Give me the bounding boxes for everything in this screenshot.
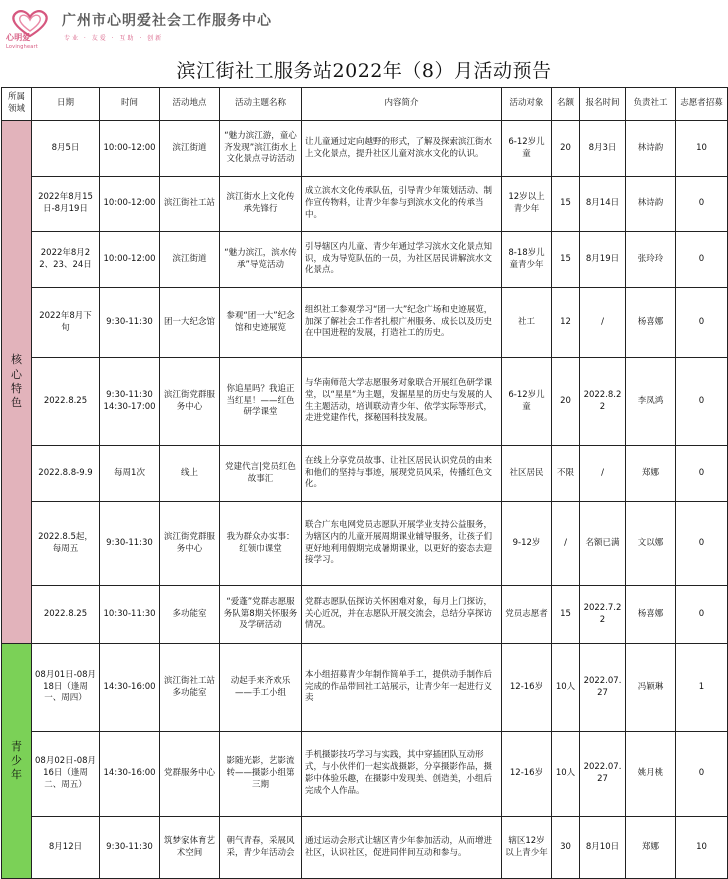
column-header: 志愿者招募 — [676, 88, 728, 121]
signup-cell: 2022.07.27 — [580, 644, 626, 732]
time-cell: 14:30-16:00 — [100, 732, 160, 817]
location-cell: 滨江街党群服务中心 — [160, 358, 220, 446]
signup-cell: 2022.07.27 — [580, 732, 626, 817]
page-header — [0, 0, 728, 52]
quota-cell: 20 — [552, 358, 580, 446]
org-slogan: 专业 · 友爱 · 互助 · 创新 — [64, 35, 164, 42]
theme-cell: 朝气青春，采展风采，青少年活动会 — [220, 817, 302, 879]
worker-cell: 张玲玲 — [626, 232, 676, 288]
quota-cell: 15 — [552, 177, 580, 232]
date-cell: 2022年8月22、23、24日 — [32, 232, 100, 288]
table-row — [2, 121, 728, 177]
time-cell: 每周1次 — [100, 446, 160, 502]
volunteer-cell: 0 — [676, 586, 728, 644]
content-cell: 让儿童通过定向越野的形式，了解及探索滨江街水上文化景点，提升社区儿童对滨水文化的认识。 — [302, 121, 502, 177]
time-cell: 10:00-12:00 — [100, 177, 160, 232]
quota-cell: 10人 — [552, 644, 580, 732]
date-cell: 08月01日-08月18日（逢周一、周四） — [32, 644, 100, 732]
column-header: 日期 — [32, 88, 100, 121]
location-cell: 滨江街道 — [160, 232, 220, 288]
target-cell: 社区居民 — [502, 446, 552, 502]
target-cell: 8-18岁儿童青少年 — [502, 232, 552, 288]
table-header-row — [2, 88, 728, 121]
time-cell: 10:00-12:00 — [100, 121, 160, 177]
content-cell: 组织社工参观学习“团一大”纪念广场和史迹展览，加深了解社会工作者扎根广州服务、成长以及历史在中国进程的发展，打造社工的历史。 — [302, 288, 502, 358]
table-row — [2, 817, 728, 879]
signup-cell: 8月3日 — [580, 121, 626, 177]
table-row — [2, 358, 728, 446]
signup-cell: 8月10日 — [580, 817, 626, 879]
time-cell: 14:30-16:00 — [100, 644, 160, 732]
date-cell: 8月12日 — [32, 817, 100, 879]
signup-cell: 2022.7.22 — [580, 586, 626, 644]
theme-cell: 党建代言|党员红色故事汇 — [220, 446, 302, 502]
column-header: 报名时间 — [580, 88, 626, 121]
page-title: 滨江街社工服务站2022年（8）月活动预告 — [176, 60, 552, 82]
worker-cell: 姚月桃 — [626, 732, 676, 817]
target-cell: 党员志愿者 — [502, 586, 552, 644]
worker-cell: 冯颖琳 — [626, 644, 676, 732]
target-cell: 社工 — [502, 288, 552, 358]
volunteer-cell: 10 — [676, 817, 728, 879]
location-cell: 滨江街道 — [160, 121, 220, 177]
column-header: 活动地点 — [160, 88, 220, 121]
theme-cell: 参观“团一大”纪念馆和史迹展览 — [220, 288, 302, 358]
column-header: 所属领域 — [2, 88, 32, 121]
worker-cell: 李凤鸿 — [626, 358, 676, 446]
content-cell: 手机摄影技巧学习与实践，其中穿插团队互动形式，与小伙伴们一起实战摄影，分享摄影作品，摄影中体验乐趣，在摄影中发现美、创造美，小组后完成个人作品。 — [302, 732, 502, 817]
worker-cell: 郑娜 — [626, 446, 676, 502]
target-cell: 6-12岁儿童 — [502, 121, 552, 177]
column-header: 时间 — [100, 88, 160, 121]
date-cell: 2022年8月15日-8月19日 — [32, 177, 100, 232]
signup-cell: / — [580, 446, 626, 502]
volunteer-cell: 0 — [676, 232, 728, 288]
quota-cell: 15 — [552, 586, 580, 644]
time-cell: 9:30-11:30 — [100, 817, 160, 879]
quota-cell: 12 — [552, 288, 580, 358]
column-header: 活动对象 — [502, 88, 552, 121]
signup-cell: 8月14日 — [580, 177, 626, 232]
location-cell: 滨江街社工站多功能室 — [160, 644, 220, 732]
content-cell: 引导辖区内儿童、青少年通过学习滨水文化景点知识，成为导览队伍的一员，为社区居民讲解滨水文化景点。 — [302, 232, 502, 288]
target-cell: 12岁以上青少年 — [502, 177, 552, 232]
theme-cell: 动起手来齐欢乐——手工小组 — [220, 644, 302, 732]
worker-cell: 林诗韵 — [626, 177, 676, 232]
content-cell: 通过运动会形式让辖区青少年参加活动，从而增进社区，认识社区，促进同伴间互动和参与。 — [302, 817, 502, 879]
category-cell: 青少年 — [2, 644, 32, 879]
activity-table — [1, 87, 728, 879]
volunteer-cell: 0 — [676, 288, 728, 358]
column-header: 活动主题名称 — [220, 88, 302, 121]
table-row — [2, 288, 728, 358]
time-cell: 9:30-11:30 — [100, 288, 160, 358]
signup-cell: 名额已满 — [580, 502, 626, 586]
volunteer-cell: 0 — [676, 446, 728, 502]
content-cell: 联合广东电网党员志愿队开展学业支持公益服务，为辖区内的儿童开展周期课业辅导服务，让孩子们更好地利用假期完成暑期课业，以更好的姿态去迎接学习。 — [302, 502, 502, 586]
table-row — [2, 586, 728, 644]
content-cell: 本小组招募青少年制作简单手工，提供动手制作后完成的作品带回社工站展示，让青少年一起进行义卖 — [302, 644, 502, 732]
logo-text: 心明爱 Lovingheart — [6, 33, 38, 50]
volunteer-cell: 1 — [676, 644, 728, 732]
theme-cell: 你追星吗？我追正当红星！——红色研学课堂 — [220, 358, 302, 446]
signup-cell: / — [580, 288, 626, 358]
org-name: 广州市心明爱社会工作服务中心 — [62, 13, 272, 29]
volunteer-cell: 0 — [676, 177, 728, 232]
date-cell: 08月02日-08月16日（逢周二、周五） — [32, 732, 100, 817]
target-cell: 12-16岁 — [502, 644, 552, 732]
column-header: 内容简介 — [302, 88, 502, 121]
content-cell: 成立滨水文化传承队伍，引导青少年策划活动、制作宣传物料，让青少年参与到滨水文化的传承当中。 — [302, 177, 502, 232]
location-cell: 线上 — [160, 446, 220, 502]
target-cell: 12-16岁 — [502, 732, 552, 817]
target-cell: 辖区12岁以上青少年 — [502, 817, 552, 879]
content-cell: 在线上分享党员故事、让社区居民认识党员的由来和他们的坚持与事迹，展现党员风采，传播红色文化。 — [302, 446, 502, 502]
column-header: 名额 — [552, 88, 580, 121]
worker-cell: 杨喜娜 — [626, 586, 676, 644]
worker-cell: 郑娜 — [626, 817, 676, 879]
date-cell: 2022年8月下旬 — [32, 288, 100, 358]
time-cell: 9:30-11:30 14:30-17:00 — [100, 358, 160, 446]
volunteer-cell: 0 — [676, 358, 728, 446]
date-cell: 2022.8.25 — [32, 358, 100, 446]
table-row — [2, 732, 728, 817]
volunteer-cell: 0 — [676, 732, 728, 817]
date-cell: 2022.8.8-9.9 — [32, 446, 100, 502]
volunteer-cell: 10 — [676, 121, 728, 177]
date-cell: 2022.8.25 — [32, 586, 100, 644]
quota-cell: / — [552, 502, 580, 586]
content-cell: 党群志愿队伍探访关怀困难对象，每月上门探访，关心近况，并在志愿队开展交流会，总结分享探访情况。 — [302, 586, 502, 644]
location-cell: 筑梦家体育艺术空间 — [160, 817, 220, 879]
volunteer-cell: 0 — [676, 502, 728, 586]
time-cell: 9:30-11:30 — [100, 502, 160, 586]
time-cell: 10:00-12:00 — [100, 232, 160, 288]
quota-cell: 30 — [552, 817, 580, 879]
table-row — [2, 502, 728, 586]
theme-cell: 滨江街水上文化传承先锋行 — [220, 177, 302, 232]
theme-cell: 影随光影，艺影流转——摄影小组第三期 — [220, 732, 302, 817]
location-cell: 党群服务中心 — [160, 732, 220, 817]
table-row — [2, 446, 728, 502]
worker-cell: 文以娜 — [626, 502, 676, 586]
table-row — [2, 232, 728, 288]
location-cell: 滨江街党群服务中心 — [160, 502, 220, 586]
quota-cell: 10人 — [552, 732, 580, 817]
time-cell: 10:30-11:30 — [100, 586, 160, 644]
target-cell: 6-12岁儿童 — [502, 358, 552, 446]
theme-cell: “魅力滨江游，童心齐发现”滨江街水上文化景点寻访活动 — [220, 121, 302, 177]
signup-cell: 8月19日 — [580, 232, 626, 288]
table-row — [2, 644, 728, 732]
date-cell: 8月5日 — [32, 121, 100, 177]
theme-cell: “魅力滨江，滨水传承”导览活动 — [220, 232, 302, 288]
category-cell: 核心特色 — [2, 121, 32, 644]
location-cell: 滨江街社工站 — [160, 177, 220, 232]
content-cell: 与华南师范大学志愿服务对象联合开展红色研学课堂，以“星星”为主题，发掘星星的历史与发展的人生主题活动，培训联动青少年、依学实际等形式，走进党建作代，探秘国科技发展。 — [302, 358, 502, 446]
location-cell: 多功能室 — [160, 586, 220, 644]
column-header: 负责社工 — [626, 88, 676, 121]
worker-cell: 林诗韵 — [626, 121, 676, 177]
quota-cell: 20 — [552, 121, 580, 177]
signup-cell: 2022.8.22 — [580, 358, 626, 446]
location-cell: 团一大纪念馆 — [160, 288, 220, 358]
quota-cell: 不限 — [552, 446, 580, 502]
worker-cell: 杨喜娜 — [626, 288, 676, 358]
table-row — [2, 177, 728, 232]
date-cell: 2022.8.5起，每周五 — [32, 502, 100, 586]
theme-cell: 我为群众办实事：红领巾课堂 — [220, 502, 302, 586]
target-cell: 9-12岁 — [502, 502, 552, 586]
quota-cell: 15 — [552, 232, 580, 288]
theme-cell: “爱蓬”党群志愿服务队第8期关怀服务及学研活动 — [220, 586, 302, 644]
